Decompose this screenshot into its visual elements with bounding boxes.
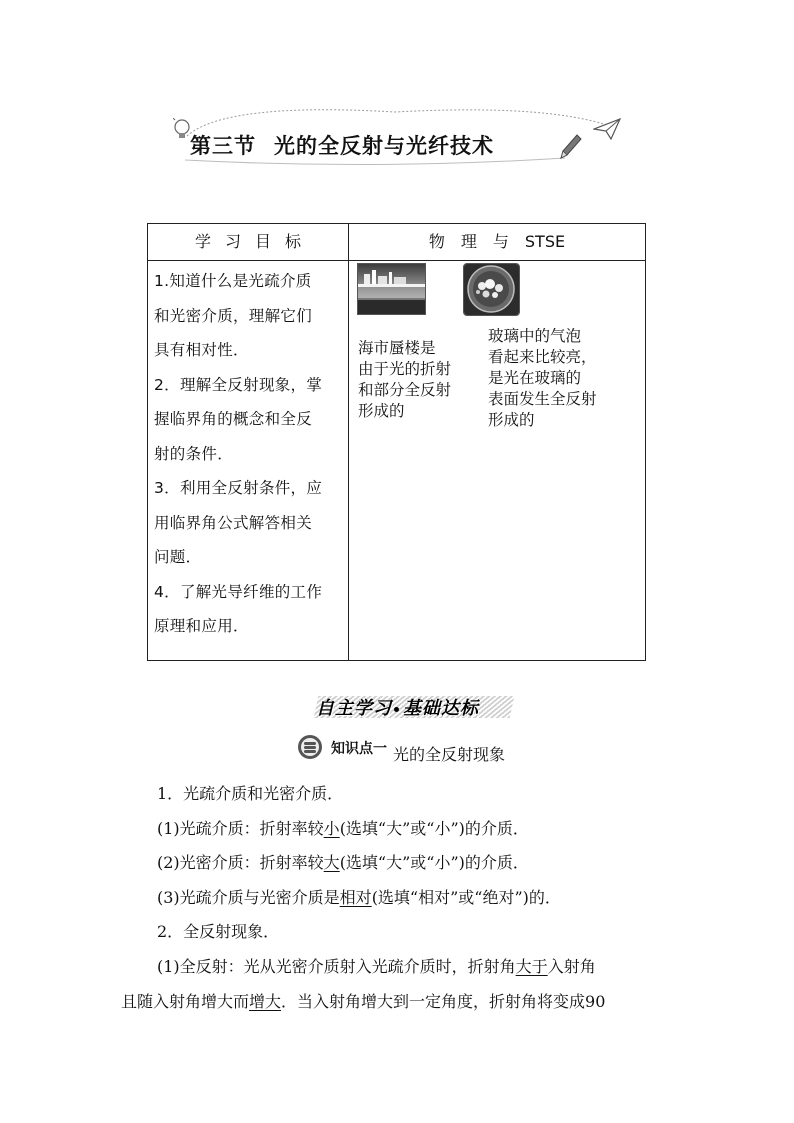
table-row-divider: [148, 260, 645, 261]
objective-line: 3．利用全反射条件，应: [154, 479, 323, 497]
text-span: (1)光疏介质：折射率较: [157, 818, 324, 838]
objective-line: 4．了解光导纤维的工作: [154, 582, 323, 601]
caption-line: 形成的: [488, 411, 535, 429]
objective-line: 1.知道什么是光疏介质: [154, 272, 312, 290]
paragraph: [121, 846, 677, 881]
caption-line: 是光在玻璃的: [488, 369, 582, 387]
paragraph: [121, 950, 677, 985]
objective-line: 问题．: [154, 548, 202, 566]
caption-line: 和部分全反射: [358, 381, 452, 399]
objectives-list: [154, 264, 346, 644]
caption-line: 表面发生全反射: [488, 390, 597, 408]
objective-line: 2．理解全反射现象，掌: [154, 375, 323, 394]
objectives-table: [147, 223, 646, 661]
objective-line: 原理和应用．: [154, 617, 249, 635]
mirage-caption: [358, 338, 478, 422]
pencil-icon: [557, 132, 583, 160]
text-span: (2)光密介质：折射率较: [157, 853, 324, 873]
objective-line: 用临界角公式解答相关: [154, 513, 313, 532]
objective-line: 握临界角的概念和全反: [154, 410, 313, 428]
caption-line: 海市蜃楼是: [358, 339, 436, 357]
text-span: (3)光疏介质与光密介质是: [157, 887, 340, 907]
caption-line: 形成的: [358, 402, 405, 420]
knowledge-point-title: 光的全反射现象: [393, 745, 506, 764]
objective-line: 和光密介质，理解它们: [154, 306, 313, 325]
paragraph: [121, 881, 677, 916]
paragraph: [121, 812, 677, 847]
paragraph: [121, 985, 677, 1020]
fill-in-answer: 小: [323, 818, 340, 838]
knowledge-point-label: 知识点一: [331, 741, 387, 757]
fill-in-answer: 大于: [515, 956, 548, 976]
table-column-divider: [348, 224, 349, 660]
air-bubbles-in-glass-photo: [463, 263, 520, 316]
text-span: (选填“大”或“小”)的介质．: [339, 853, 529, 873]
text-span: 入射角: [547, 956, 596, 976]
objective-line: 射的条件．: [154, 444, 234, 463]
light-bulb-icon: [173, 118, 191, 142]
text-span: ．当入射角增大到一定角度，折射角将变成90: [281, 991, 606, 1011]
section-number: 第三节: [190, 133, 256, 158]
fill-in-answer: 大: [323, 853, 340, 873]
text-span: (1)全反射：光从光密介质射入光疏介质时，折射角: [157, 956, 516, 976]
text-span: (选填“大”或“小”)的介质．: [339, 818, 529, 838]
section-title: 光的全反射与光纤技术: [274, 133, 494, 158]
bubbles-caption: [488, 326, 638, 431]
objective-line: 具有相对性．: [154, 341, 249, 359]
caption-line: 玻璃中的气泡: [488, 327, 582, 345]
page-title: [190, 130, 494, 160]
banner-text: [316, 694, 479, 720]
banner-right-label: 基础达标: [403, 698, 479, 719]
stack-disc-icon: [297, 734, 323, 760]
text-span: (选填“相对”或“绝对”)的．: [371, 887, 561, 907]
caption-line: 由于光的折射: [358, 360, 452, 378]
paper-plane-icon: [593, 118, 621, 140]
caption-line: 看起来比较亮，: [488, 348, 597, 366]
header-learning-objectives: 学习目标: [194, 232, 315, 251]
banner-dot-icon: [394, 707, 399, 712]
fill-in-answer: 相对: [339, 887, 372, 907]
header-physics-stse: 物 理 与 STSE: [428, 232, 566, 251]
paragraph: 2．全反射现象．: [157, 922, 280, 942]
text-span: 且随入射角增大而: [121, 991, 250, 1011]
chapter-title-block: [165, 108, 630, 178]
body-text: [121, 777, 677, 1019]
paragraph: 1．光疏介质和光密介质．: [157, 784, 344, 803]
banner-left-label: 自主学习: [316, 698, 392, 719]
fill-in-answer: 增大: [249, 991, 282, 1011]
mirage-photo: [357, 263, 426, 315]
